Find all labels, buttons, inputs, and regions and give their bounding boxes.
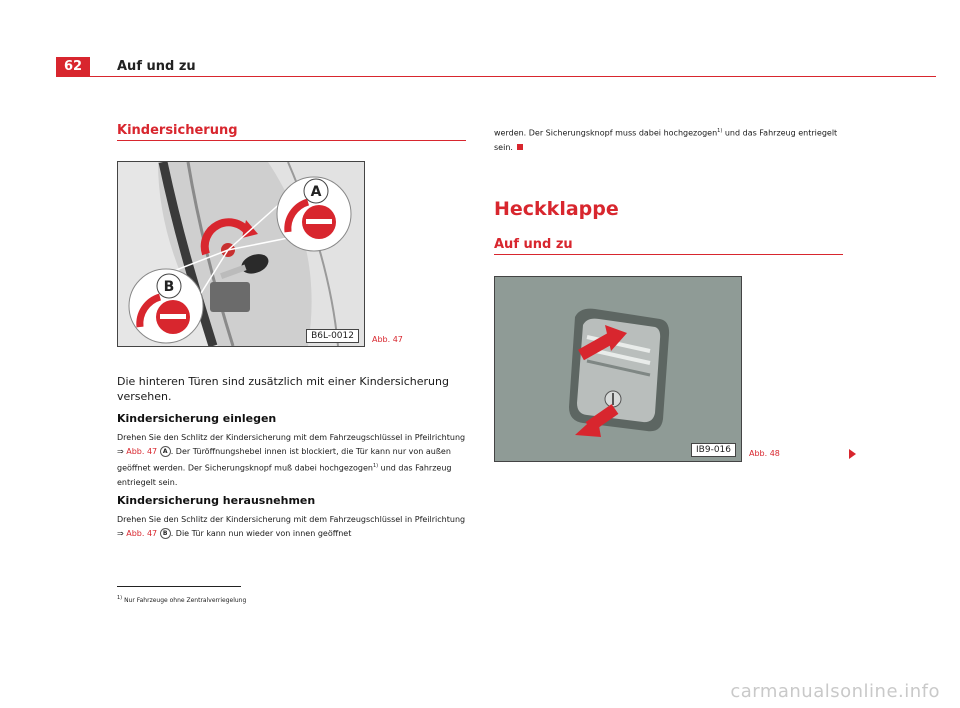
figure-47-image — [117, 161, 365, 347]
section-title-kindersicherung: Kindersicherung — [117, 123, 238, 138]
header-rule — [56, 76, 936, 77]
subheading-einlegen: Kindersicherung einlegen — [117, 412, 277, 425]
paragraph-text: . Der Türöffnungshebel innen ist blockiert, die Tür kann nur von außen geöffnet werden. Der Sicherungsknopf muß dabei hochgezogen — [117, 447, 451, 473]
figure-caption: Abb. 47 — [372, 335, 403, 344]
section-rule — [494, 254, 843, 255]
paragraph-text: Drehen Sie den Schlitz der Kindersicherung mit dem Fahrzeugschlüssel in Pfeilrichtung ⇒ — [117, 515, 466, 538]
page-number: 62 — [56, 57, 90, 77]
paragraph-text: und das Fahrzeug entriegelt sein. — [117, 463, 452, 487]
footnote — [117, 595, 246, 604]
footnote-text: Nur Fahrzeuge ohne Zentralverriegelung — [124, 597, 247, 604]
marker-badge: B — [160, 528, 171, 539]
paragraph-text: werden. Der Sicherungsknopf muss dabei hochgezogen — [494, 128, 718, 138]
section-subtitle-auf-und-zu: Auf und zu — [494, 237, 573, 252]
figure-48-image — [494, 276, 742, 462]
paragraph-text: . Die Tür kann nun wieder von innen geöffnet — [170, 529, 352, 538]
figure-link[interactable]: Abb. 47 — [126, 529, 158, 538]
figure-caption: Abb. 48 — [749, 449, 780, 458]
footnote-ref[interactable]: 1) — [372, 463, 379, 469]
paragraph-herausnehmen — [117, 513, 467, 541]
figure-code: IB9-016 — [691, 443, 736, 457]
footnote-rule — [117, 586, 241, 587]
door-lock-illustration — [118, 162, 364, 346]
section-end-marker — [517, 144, 523, 150]
section-rule — [117, 140, 466, 141]
paragraph-einlegen — [117, 431, 467, 490]
tailgate-handle-illustration — [495, 277, 741, 461]
paragraph-text: Drehen Sie den Schlitz der Kindersicherung mit dem Fahrzeugschlüssel in Pfeilrichtung ⇒ — [117, 433, 466, 456]
intro-paragraph: Die hinteren Türen sind zusätzlich mit einer Kindersicherung versehen. — [117, 375, 449, 403]
marker-badge: A — [160, 446, 171, 457]
paragraph-continuation — [494, 124, 844, 155]
continue-arrow-icon[interactable] — [849, 449, 856, 459]
footnote-number: 1) — [117, 595, 123, 601]
figure-code: B6L-0012 — [306, 329, 359, 343]
figure-marker-a: A — [310, 184, 322, 200]
watermark: carmanualsonline.info — [730, 681, 940, 702]
figure-marker-b: B — [163, 279, 175, 295]
section-title-heckklappe: Heckklappe — [494, 198, 619, 220]
footnote-ref[interactable]: 1) — [717, 128, 723, 134]
figure-link[interactable]: Abb. 47 — [126, 447, 158, 456]
page-header-title: Auf und zu — [117, 59, 196, 74]
paragraph-text: und das Fahrzeug entriegelt sein. — [494, 128, 838, 152]
subheading-herausnehmen: Kindersicherung herausnehmen — [117, 494, 316, 507]
